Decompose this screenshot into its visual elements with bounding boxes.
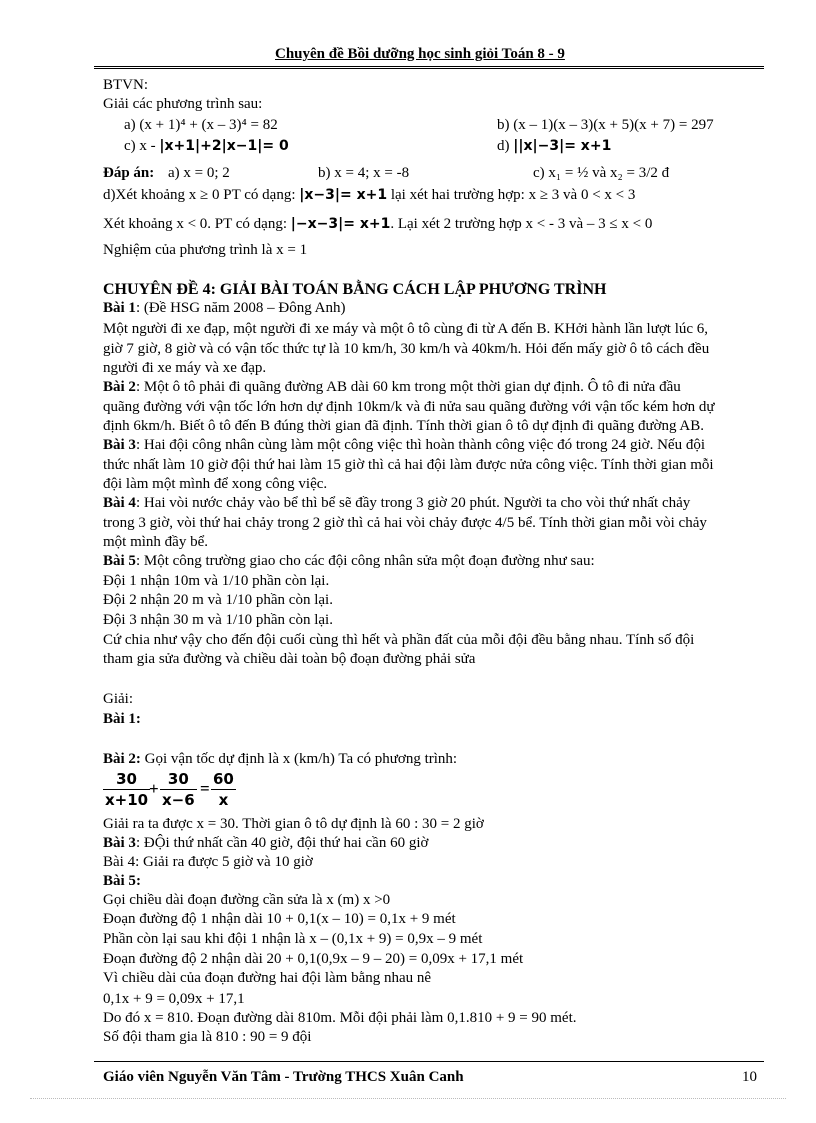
btvn-eq-a: a) (x + 1)⁴ + (x – 3)⁴ = 82	[124, 117, 278, 133]
answer-c: c) x₁ = ½ và x₂ = 3/2 đ	[533, 165, 670, 181]
solution-bai2-result: Giải ra ta được x = 30. Thời gian ô tô dự định là 60 : 30 = 2 giờ	[103, 816, 484, 832]
solution-bai2-intro	[103, 750, 457, 769]
solution-bai5-colon: :	[135, 873, 141, 889]
bai3-line-3: đội làm một mình để xong công việc.	[103, 476, 328, 492]
bai4-line-2: trong 3 giờ, vòi thứ hai chảy trong 2 giờ thì cả hai vòi chảy được 4/5 bể. Tính thời gian mỗi vòi chảy	[103, 515, 707, 531]
bai1-heading	[103, 299, 346, 318]
btvn-instruction: Giải các phương trình sau:	[103, 96, 263, 112]
btvn-title: BTVN:	[103, 77, 148, 93]
solution-bai4: Bài 4: Giải ra được 5 giờ và 10 giờ	[103, 854, 313, 870]
bai3-text-1: : Hai đội công nhân cùng làm một công việc thì hoàn thành công việc đó trong 24 giờ. Nếu đội	[135, 437, 705, 453]
btvn-eq-d	[497, 137, 611, 156]
equals-sign: =	[200, 779, 210, 798]
answer-d-case2-prefix: Xét khoảng x < 0. PT có dạng:	[103, 216, 287, 232]
solution-heading: Giải:	[103, 691, 133, 707]
solution-bai5-step-1: Gọi chiều dài đoạn đường cần sửa là x (m) x >0	[103, 892, 391, 908]
btvn-eq-c-formula: |x+1|+2|x−1|= 0	[159, 138, 289, 154]
btvn-eq-d-prefix: d)	[497, 138, 510, 154]
answer-d-case2	[103, 215, 652, 234]
solution-bai5-step-2: Đoạn đường độ 1 nhận dài 10 + 0,1(x – 10) = 0,1x + 9 mét	[103, 911, 456, 927]
bai2-text-1: : Một ô tô phải đi quãng đường AB dài 60 km trong một thời gian dự định. Ô tô đi nửa đầu	[135, 379, 681, 395]
header-rule	[94, 66, 764, 69]
solution-bai5-step-4: Đoạn đường độ 2 nhận dài 20 + 0,1(0,9x – 9 – 20) = 0,09x + 17,1 mét	[103, 951, 524, 967]
solution-bai5-step-7: Do đó x = 810. Đoạn đường dài 810m. Mỗi đội phải làm 0,1.810 + 9 = 90 mét.	[103, 1010, 577, 1026]
solution-bai3-label: Bài 3	[103, 835, 136, 851]
solution-bai5-step-8: Số đội tham gia là 810 : 90 = 9 đội	[103, 1029, 312, 1045]
bai5-text-1: : Một công trường giao cho các đội công nhân sửa một đoạn đường như sau:	[135, 553, 595, 569]
bai3-line-1	[103, 436, 705, 455]
bai5-line-2: Đội 1 nhận 10m và 1/10 phần còn lại.	[103, 573, 330, 589]
solution-bai5-label-text: Bài 5	[103, 873, 136, 889]
bai5-line-3: Đội 2 nhận 20 m và 1/10 phần còn lại.	[103, 592, 333, 608]
solution-bai5-label	[103, 872, 141, 891]
chapter-title: CHUYÊN ĐỀ 4: GIẢI BÀI TOÁN BẰNG CÁCH LẬP PHƯƠNG TRÌNH	[103, 281, 607, 298]
bai3-label: Bài 3	[103, 437, 136, 453]
footer-rule	[94, 1061, 764, 1062]
bai4-label: Bài 4	[103, 495, 136, 511]
answer-d-case2-suffix: . Lại xét 2 trường hợp x < - 3 và – 3 ≤ x < 0	[390, 216, 653, 232]
answer-a: a) x = 0; 2	[168, 165, 230, 181]
bai2-line-3: định 6km/h. Biết ô tô đến B đúng thời gian đã định. Tính thời gian ô tô dự định đi quãng đường AB.	[103, 418, 705, 434]
bai3-line-2: thức nhất làm 10 giờ đội thứ hai làm 15 giờ thì cả hai đội làm được nửa công việc. Tính thời gian mỗi	[103, 457, 714, 473]
btvn-eq-d-formula: ||x|−3|= x+1	[513, 138, 612, 154]
bai5-line-4: Đội 3 nhận 30 m và 1/10 phần còn lại.	[103, 612, 333, 628]
solution-bai1: Bài 1:	[103, 711, 141, 727]
answer-d-case1-formula: |x−3|= x+1	[299, 187, 388, 203]
btvn-conclusion: Nghiệm của phương trình là x = 1	[103, 242, 308, 258]
bai1-source: : (Đề HSG năm 2008 – Đông Anh)	[135, 300, 346, 316]
page-header: Chuyên đề Bồi dưỡng học sinh giỏi Toán 8 - 9	[275, 46, 565, 62]
fraction-60-over-x	[211, 769, 236, 810]
bai2-line-1	[103, 378, 681, 397]
answer-d-case1-prefix: d)Xét khoảng x ≥ 0 PT có dạng:	[103, 187, 296, 203]
fraction-1-numerator: 30	[103, 769, 150, 790]
answer-d-case2-formula: |−x−3|= x+1	[290, 216, 391, 232]
answer-label: Đáp án:	[103, 165, 155, 181]
answer-b: b) x = 4; x = -8	[318, 165, 410, 181]
fraction-30-over-x-plus-10	[103, 769, 150, 810]
solution-bai5-step-5: Vì chiều dài của đoạn đường hai đội làm bằng nhau nê	[103, 970, 432, 986]
bai1-line-2: giờ 7 giờ, 8 giờ và có vận tốc thức tự là 10 km/h, 30 km/h và 40km/h. Hỏi đến mấy giờ ô tô cách đều	[103, 341, 710, 357]
bai5-line-6: tham gia sửa đường và chiều dài toàn bộ đoạn đường phải sửa	[103, 651, 476, 667]
solution-bai2-text: Gọi vận tốc dự định là x (km/h) Ta có phương trình:	[140, 751, 458, 767]
bai5-label: Bài 5	[103, 553, 136, 569]
solution-bai3-text: : ĐỘi thứ nhất cần 40 giờ, đội thứ hai cần 60 giờ	[135, 835, 429, 851]
btvn-eq-c-prefix: c) x -	[124, 138, 156, 154]
btvn-eq-c	[124, 137, 289, 156]
fraction-1-denominator: x+10	[105, 791, 149, 809]
bai2-line-2: quãng đường với vận tốc lớn hơn dự định 10km/k và đi nửa sau quãng đường với vận tốc kém hơn dự	[103, 399, 715, 415]
solution-bai2-label: Bài 2:	[103, 751, 141, 767]
fraction-2-denominator: x−6	[162, 791, 195, 809]
bai2-label: Bài 2	[103, 379, 136, 395]
page-number: 10	[742, 1069, 757, 1085]
solution-bai3	[103, 834, 428, 853]
fraction-3-denominator: x	[218, 791, 229, 809]
bai1-line-3: người đi xe máy và xe đạp.	[103, 360, 267, 376]
fraction-3-numerator: 60	[213, 770, 234, 788]
footer-author: Giáo viên Nguyễn Văn Tâm - Trường THCS Xuân Canh	[103, 1069, 464, 1085]
plus-sign: +	[149, 779, 159, 798]
bai5-line-1	[103, 552, 595, 571]
bai4-text-1: : Hai vòi nước chảy vào bể thì bể sẽ đầy trong 3 giờ 20 phút. Người ta cho vòi thứ nhất chảy	[135, 495, 691, 511]
bai1-line-1: Một người đi xe đạp, một người đi xe máy và một ô tô cùng đi từ A đến B. KHởi hành lần lượt lúc 6,	[103, 321, 709, 337]
bai1-label: Bài 1	[103, 300, 136, 316]
solution-bai5-step-6: 0,1x + 9 = 0,09x + 17,1	[103, 991, 245, 1007]
btvn-eq-b: b) (x – 1)(x – 3)(x + 5)(x + 7) = 297	[497, 117, 714, 133]
page-bottom-dotted-line	[30, 1098, 786, 1099]
bai5-line-5: Cứ chia như vậy cho đến đội cuối cùng thì hết và phần đất của mỗi đội đều bằng nhau. Tính số đội	[103, 632, 695, 648]
solution-bai5-step-3: Phần còn lại sau khi đội 1 nhận là x – (0,1x + 9) = 0,9x – 9 mét	[103, 931, 483, 947]
fraction-30-over-x-minus-6	[160, 769, 197, 810]
bai4-line-3: một mình đầy bể.	[103, 534, 208, 550]
answer-d-case1-suffix: lại xét hai trường hợp: x ≥ 3 và 0 < x < 3	[390, 187, 636, 203]
answer-d-case1	[103, 186, 635, 205]
bai4-line-1	[103, 494, 690, 513]
fraction-2-numerator: 30	[160, 769, 197, 790]
